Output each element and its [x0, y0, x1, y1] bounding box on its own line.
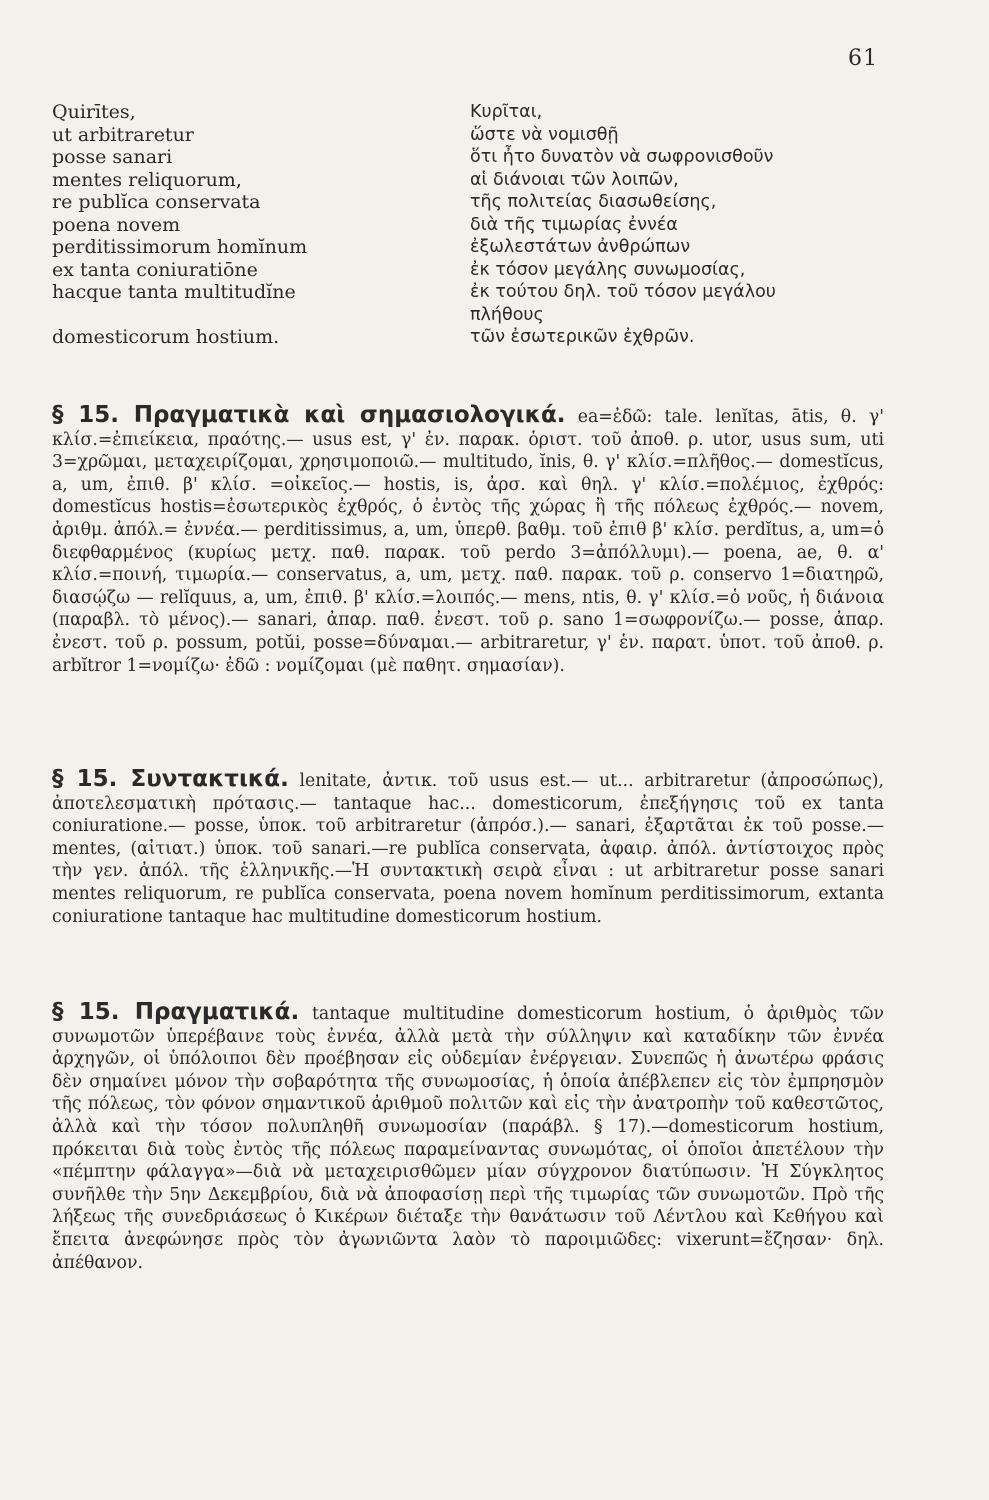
section-body: ea=ἐδῶ: tale. lenĭtas, ātis, θ. γ' κλίσ.=ἐπιείκεια, πραότης.— usus est, γ' ἐν. παρακ. ὁριστ. τοῦ ἀποθ. ρ. utor, usus sum, uti 3=χρῶμαι, μεταχειρίζομαι, χρησιμοποιῶ.— multitudo, ĭnis, θ. γ' κλίσ.=πλῆθος.— domestĭcus, a, um, ἐπιθ. β' κλίσ. =οἰκεῖος.— hostis, is, ἀρσ. καὶ θηλ. γ' κλίσ.=πολέμιος, ἐχθρός: domestĭcus hostis=ἐσωτερικὸς ἐχθρός, ὁ ἐντὸς τῆς χώρας ἢ τῆς πόλεως ἐχθρός.— novem, ἀριθμ. ἀπόλ.= ἐννέα.— perditissimus, a, um, ὑπερθ. βαθμ. τοῦ ἐπιθ β' κλίσ. perdĭtus, a, um=ὁ διεφθαρμένος (κυρίως μετχ. παθ. παρακ. τοῦ perdo 3=ἀπόλλυμι).— poena, ae, θ. α' κλίσ.=ποινή, τιμωρία.— conservatus, a, um, μετχ. παθ. παρακ. τοῦ ρ. conservo 1=διατηρῶ, διασῴζω — relĭquus, a, um, ἐπιθ. β' κλίσ.=λοιπός.— mens, ntis, θ. γ' κλίσ.=ὁ νοῦς, ἡ διάνοια (παραβλ. τὸ μένος).— sanari, ἀπαρ. παθ. ἐνεστ. τοῦ ρ. sano 1=σωφρονίζω.— posse, ἀπαρ. ἐνεστ. τοῦ ρ. possum, potŭi, posse=δύναμαι.— arbitraretur, γ' ἑν. παρατ. ὑποτ. τοῦ ἀποθ. ρ. arbĭtror 1=νομίζω· ἐδῶ : νομίζομαι (μὲ παθητ. σημασίαν).: [52, 407, 884, 676]
parallel-line: [52, 146, 932, 169]
section-body: tantaque multitudine domesticorum hostium, ὁ ἀριθμὸς τῶν συνωμοτῶν ὑπερέβαινε τοὺς ἐννέα, ἀλλὰ μετὰ τὴν σύλληψιν καὶ καταδίκην τῶν ἐννέα ἀρχηγῶν, οἱ ὑπόλοιποι δὲν προέβησαν εἰς οὐδεμίαν ἐνέργειαν. Συνεπῶς ἡ ἀνωτέρω φράσις δὲν σημαίνει μόνον τὴν σοβαρότητα τῆς συνωμοσίας, ἡ ὁποία ἀπέβλεπεν εἰς τὸν ἐμπρησμὸν τῆς πόλεως, τὸν φόνον σημαντικοῦ ἀριθμοῦ πολιτῶν καὶ εἰς τὴν ἀνατροπὴν τοῦ καθεστῶτος, ἀλλὰ καὶ τὴν τόσον πολυπληθῆ συνωμοσίαν (παράβλ. § 17).—domesticorum hostium, πρόκειται διὰ τοὺς ἐντὸς τῆς πόλεως παραμείναντας συνωμότας, οἱ ὁποῖοι ἀπετέλουν τὴν «πέμπτην φάλαγγα»—διὰ νὰ μεταχειρισθῶμεν μίαν σύγχρονον διατύπωσιν. Ἡ Σύγκλητος συνῆλθε τὴν 5ην Δεκεμβρίου, διὰ νὰ ἀποφασίσῃ περὶ τῆς τιμωρίας τῶν συνωμοτῶν. Πρὸ τῆς λήξεως τῆς συνεδριάσεως ὁ Κικέρων διέταξε τὴν θανάτωσιν τοῦ Λέντλου καὶ Κεθήγου καὶ ἔπειτα ἀνεφώνησε πρὸς τὸν ἀγωνιῶντα λαὸν τὸ παροιμιῶδες: vixerunt=ἔζησαν· δηλ. ἀπέθανον.: [52, 1004, 885, 1273]
greek-text: πλήθους: [470, 304, 544, 325]
parallel-line: [52, 214, 932, 237]
greek-text: διὰ τῆς τιμωρίας ἐννέα: [470, 214, 678, 235]
section-paragraph: [52, 768, 884, 928]
latin-text: domesticorum hostium.: [52, 326, 280, 348]
latin-text: poena novem: [52, 213, 181, 236]
latin-text: re publĭca conservata: [52, 191, 261, 213]
greek-text: Κυρῖται,: [470, 102, 543, 122]
greek-text: τῆς πολιτείας διασωθείσης,: [470, 192, 717, 212]
latin-text: Quirītes,: [52, 101, 136, 123]
parallel-line: [52, 304, 932, 327]
parallel-line: [52, 191, 932, 214]
latin-text: mentes reliquorum,: [52, 168, 242, 191]
greek-text: ὥστε νὰ νομισθῇ: [470, 124, 619, 145]
parallel-line: [52, 281, 932, 304]
latin-text: ex tanta coniuratiōne: [52, 258, 258, 281]
section-syntactic: [52, 768, 884, 928]
latin-text: hacque tanta multitudĭne: [52, 281, 296, 303]
parallel-line: [52, 259, 932, 282]
parallel-text: [52, 101, 932, 349]
page-number: 61: [848, 46, 878, 71]
latin-text: [52, 304, 470, 327]
section-pragmatic: [52, 1001, 884, 1274]
parallel-line: [52, 326, 932, 349]
section-heading: § 15. Πραγματικά.: [52, 999, 300, 1025]
parallel-line: [52, 169, 932, 192]
section-paragraph: [52, 1001, 884, 1274]
parallel-line: [52, 236, 932, 259]
greek-text: ἐκ τόσον μεγάλης συνωμοσίας,: [470, 259, 746, 280]
section-heading: § 15. Πραγματικὰ καὶ σημασιολογικά.: [52, 402, 566, 428]
section-paragraph: [52, 404, 884, 677]
latin-text: perditissimorum homĭnum: [52, 236, 308, 258]
greek-text: ἐκ τούτου δηλ. τοῦ τόσον μεγάλου: [470, 282, 776, 302]
latin-text: posse sanari: [52, 146, 173, 168]
latin-text: ut arbitraretur: [52, 123, 194, 146]
section-pragmatic-semantic: [52, 404, 884, 677]
greek-text: ἐξωλεστάτων ἀνθρώπων: [470, 237, 691, 257]
section-heading: § 15. Συντακτικά.: [52, 766, 289, 792]
greek-text: τῶν ἐσωτερικῶν ἐχθρῶν.: [470, 327, 695, 347]
greek-text: αἱ διάνοιαι τῶν λοιπῶν,: [470, 169, 679, 190]
greek-text: ὅτι ἦτο δυνατὸν νὰ σωφρονισθοῦν: [470, 147, 774, 167]
section-body: lenitate, ἀντικ. τοῦ usus est.— ut... arbitraretur (ἀπροσώπως), ἀποτελεσματικὴ πρότασις.— tantaque hac... domesticorum, ἐπεξήγησις τοῦ ex tanta coniuratione.— posse, ὑποκ. τοῦ arbitraretur (ἀπρόσ.).— sanari, ἐξαρτᾶται ἐκ τοῦ posse.— mentes, (αἰτιατ.) ὑποκ. τοῦ sanari.—re publĭca conservata, ἀφαιρ. ἀπόλ. ἀντίστοιχος πρὸς τὴν γεν. ἀπόλ. τῆς ἑλληνικῆς.—Ἡ συντακτικὴ σειρὰ εἶναι : ut arbitraretur posse sanari mentes reliquorum, re publĭca conservata, poena novem homĭnum perditissimorum, extanta coniuratione tantaque hac multitudine domesticorum hostium.: [52, 771, 884, 927]
parallel-line: [52, 101, 932, 124]
parallel-line: [52, 124, 932, 147]
